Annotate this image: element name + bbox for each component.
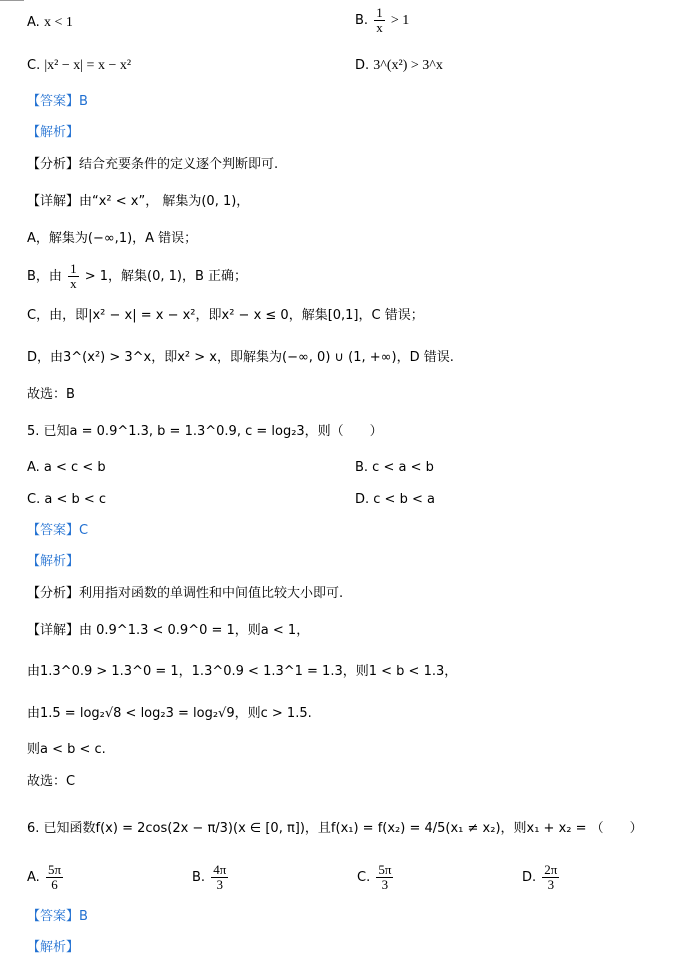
q5-option-d: D. c < b < a [355, 492, 435, 507]
q5-option-b: B. c < a < b [355, 460, 434, 475]
q4-option-d [355, 57, 443, 75]
q4-option-c [27, 57, 131, 75]
fraction: $\frac{5\pi}{3}$ [378, 862, 392, 892]
fraction: $\frac{2\pi}{3}$ [544, 862, 558, 892]
q4-line-d: D，由3^(x²) > 3^x，即x² > x，即解集为(−∞, 0) ∪ (1, +∞)，D 错误. [27, 350, 454, 365]
q4-guxuan: 故选：B [27, 387, 75, 402]
q6-option-a [27, 863, 65, 892]
q6-analysis-label: 【解析】 [27, 940, 80, 955]
q6-option-d [522, 863, 561, 892]
text: B，由 [27, 269, 62, 284]
q5-fenxi: 【分析】利用指对函数的单调性和中间值比较大小即可. [27, 586, 344, 601]
q4-xiangjie: 【详解】由“x² < x”， 解集为(0, 1)， [27, 194, 250, 209]
q6-option-b [192, 863, 230, 892]
option-letter: C. [357, 870, 371, 885]
q6-option-c [357, 863, 395, 892]
option-letter: A. [27, 15, 40, 30]
fraction: $\frac{4\pi}{3}$ [213, 862, 227, 892]
fraction: $\frac{1}{x}$ [376, 5, 383, 35]
q5-xiangjie: 【详解】由 0.9^1.3 < 0.9^0 = 1，则a < 1， [27, 623, 310, 638]
q5-stem: 5. 已知a = 0.9^1.3, b = 1.3^0.9, c = log₂3，则（ ） [27, 424, 383, 439]
option-letter: C. [27, 58, 41, 73]
q4-answer: 【答案】B [27, 94, 88, 109]
q5-analysis-label: 【解析】 [27, 554, 80, 569]
option-expr: x < 1 [43, 15, 73, 30]
q5-option-a: A. a < c < b [27, 460, 106, 475]
q4-option-a [27, 14, 73, 32]
option-expr: |x² − x| = x − x² [44, 58, 132, 73]
q5-line3: 由1.5 = log₂√8 < log₂3 = log₂√9，则c > 1.5. [27, 706, 312, 721]
q5-guxuan: 故选：C [27, 774, 76, 789]
option-expr: 3^(x²) > 3^x [373, 58, 443, 73]
q6-stem: 6. 已知函数f(x) = 2cos(2x − π/3)(x ∈ [0, π])，且f(x₁) = f(x₂) = 4/5(x₁ ≠ x₂)，则x₁ + x₂ = （ ） [27, 821, 643, 836]
top-rule [0, 0, 24, 1]
option-letter: B. [355, 13, 369, 28]
option-expr: > 1 [390, 13, 410, 28]
q4-fenxi: 【分析】结合充要条件的定义逐个判断即可. [27, 157, 279, 172]
option-letter: B. [192, 870, 206, 885]
option-letter: A. [27, 870, 40, 885]
q4-option-b [355, 6, 409, 35]
q4-line-c: C，由，即|x² − x| = x − x²，即x² − x ≤ 0，解集[0,1]，C 错误； [27, 308, 424, 323]
q5-line4: 则a < b < c. [27, 742, 106, 757]
q5-answer: 【答案】C [27, 523, 89, 538]
option-letter: D. [355, 58, 370, 73]
q5-option-c: C. a < b < c [27, 492, 107, 507]
option-letter: D. [522, 870, 537, 885]
fraction: $\frac{1}{x}$ [70, 261, 77, 291]
q4-analysis-label: 【解析】 [27, 125, 80, 140]
text: > 1，解集(0, 1)，B 正确； [84, 269, 248, 284]
fraction: $\frac{5\pi}{6}$ [47, 862, 62, 892]
q4-line-a: A，解集为(−∞,1)，A 错误； [27, 231, 198, 246]
q4-line-b [27, 262, 247, 291]
q6-answer: 【答案】B [27, 909, 88, 924]
q5-line2: 由1.3^0.9 > 1.3^0 = 1，1.3^0.9 < 1.3^1 = 1.3，则1 < b < 1.3， [27, 664, 458, 679]
